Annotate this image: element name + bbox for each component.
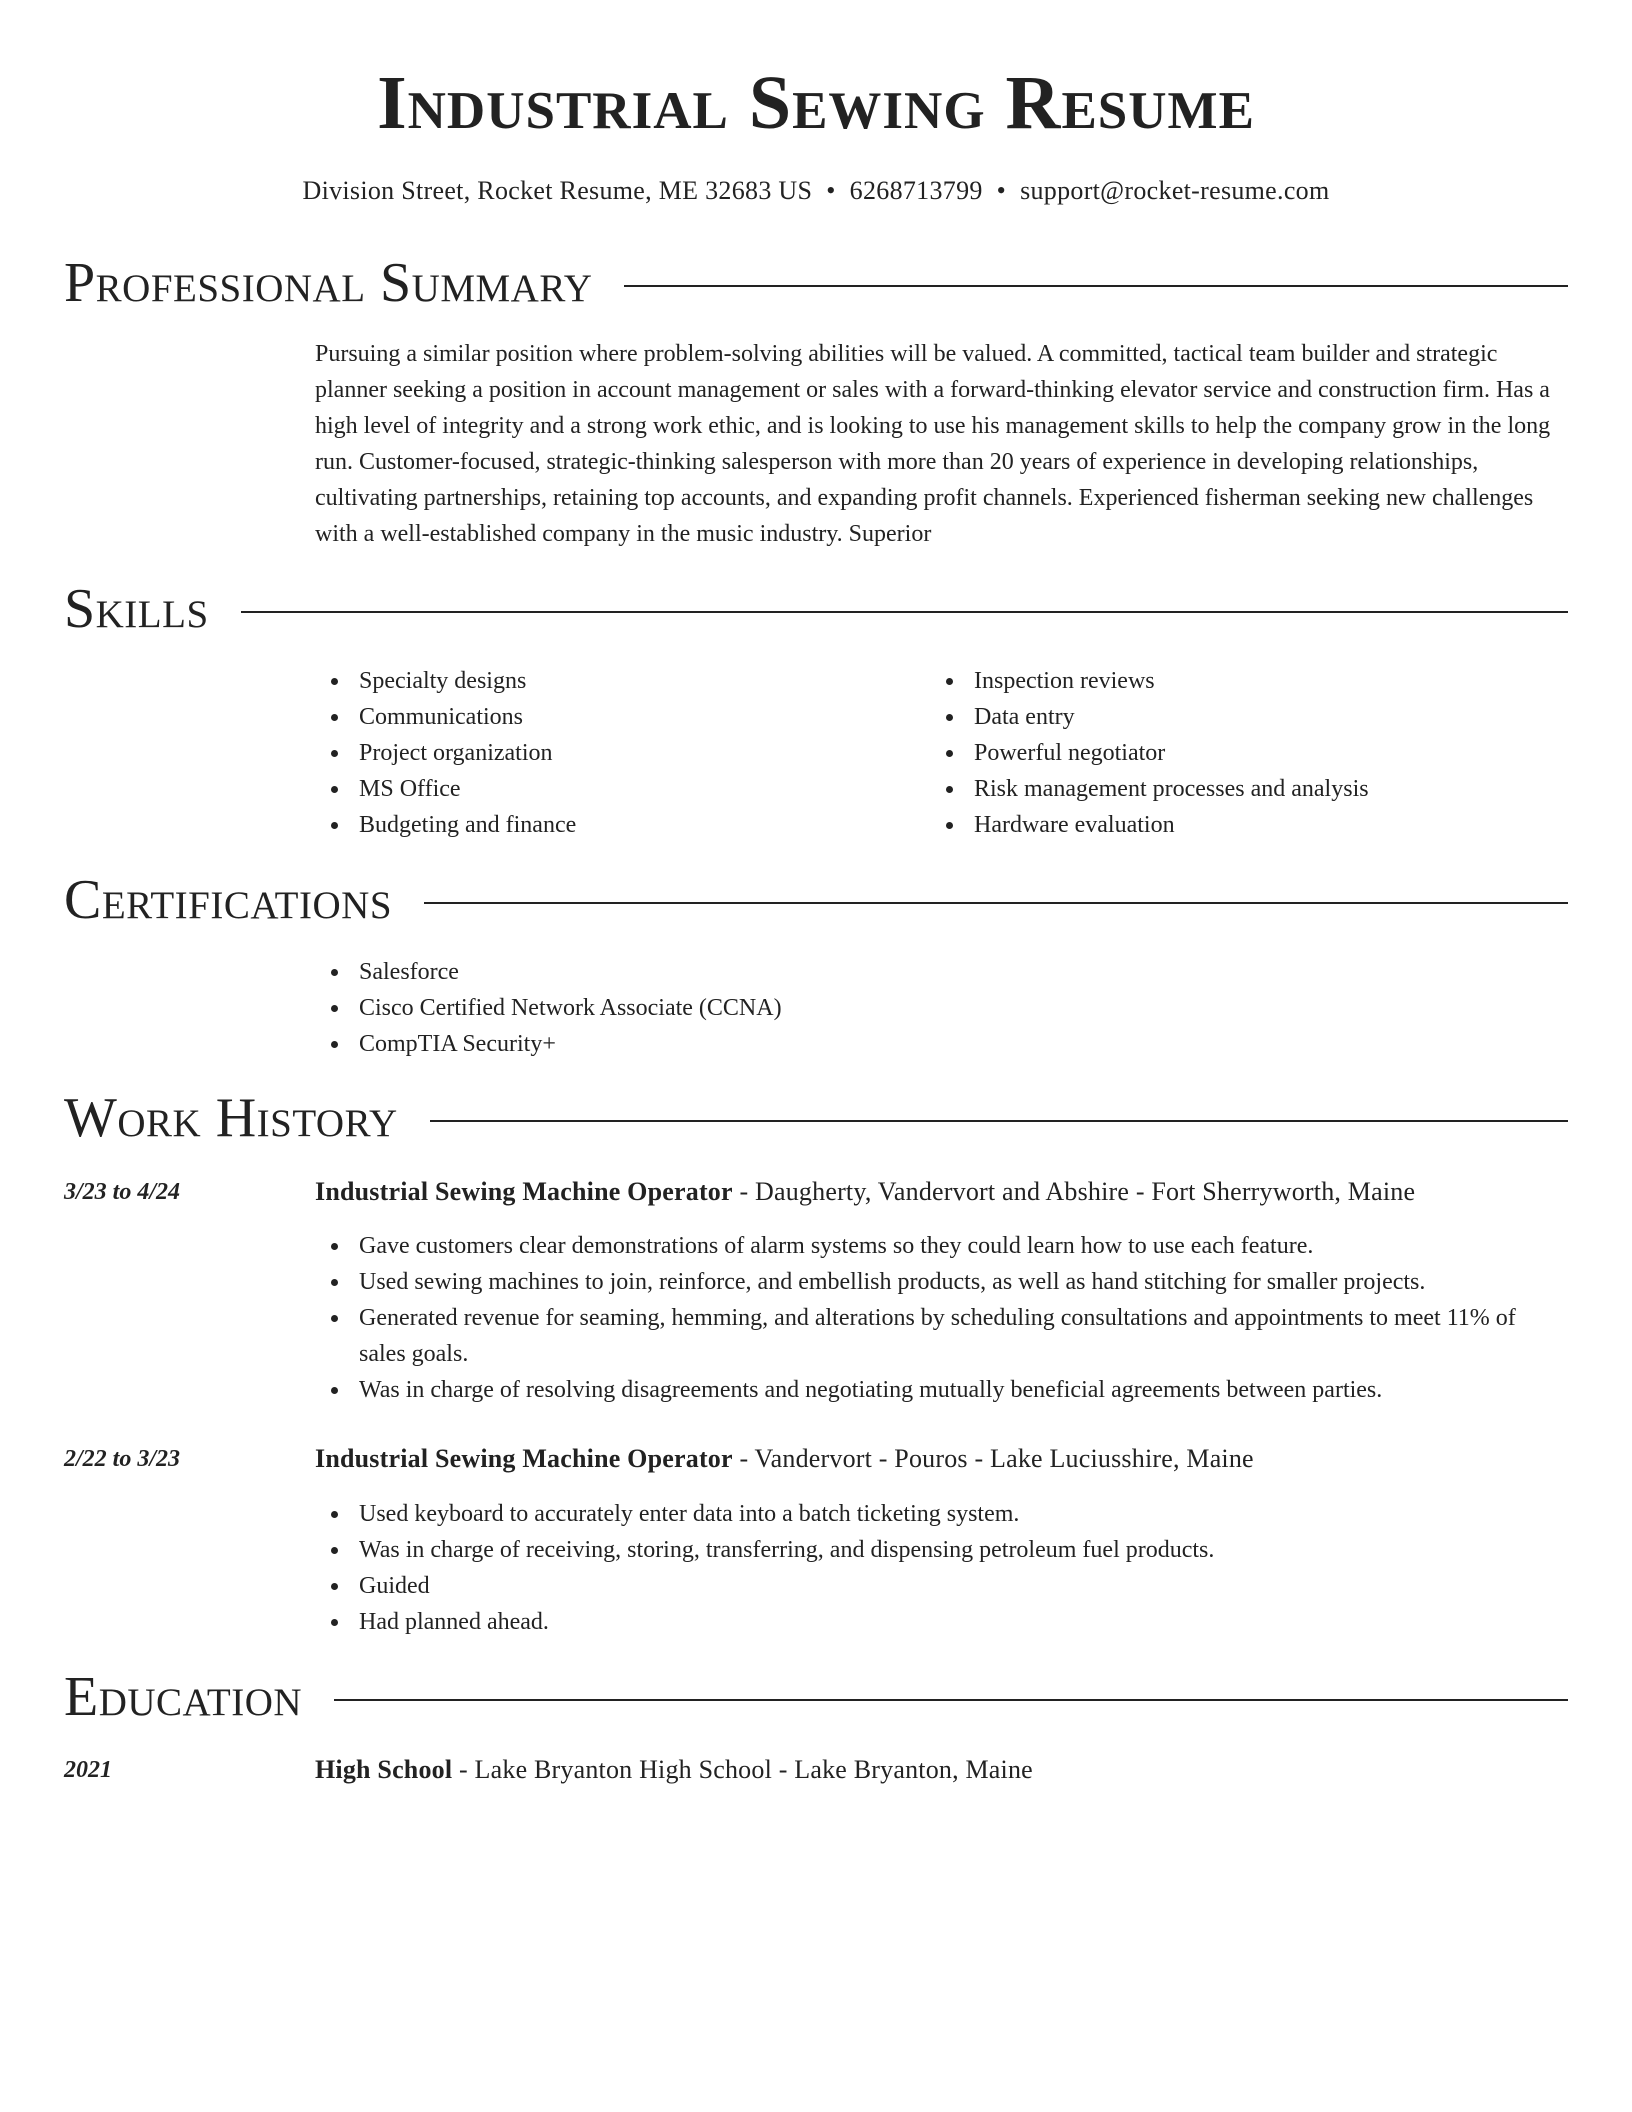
job-title: Industrial Sewing Machine Operator [315,1177,733,1206]
list-item: Project organization [315,735,915,771]
list-item: Gave customers clear demonstrations of alarm systems so they could learn how to use each feature. [315,1228,1568,1264]
job-dates: 2/22 to 3/23 [64,1446,181,1472]
job-employer: - Vandervort - Pouros - Lake Luciusshire, Maine [732,1444,1254,1473]
list-item: Cisco Certified Network Associate (CCNA) [315,990,1568,1026]
list-item: Powerful negotiator [930,735,1530,771]
email: support@rocket-resume.com [1020,176,1330,205]
work-heading: Work History [64,1087,398,1149]
section-divider [424,902,1568,904]
skills-left-list [315,663,915,843]
skills-right-column [930,663,1530,843]
list-item: Inspection reviews [930,663,1530,699]
summary-heading: Professional Summary [64,252,593,314]
list-item: Salesforce [315,954,1568,990]
list-item: Was in charge of resolving disagreements and negotiating mutually beneficial agreements between parties. [315,1372,1568,1408]
summary-text: Pursuing a similar position where problem-solving abilities will be valued. A committed, tactical team builder and strategic planner seeking a position in account management or sales with a forward-thinking elevator service and construction firm. Has a high level of integrity and a strong work ethic, and is looking to use his management skills to help the company grow in the long run. Customer-focused, strategic-thinking salesperson with more than 20 years of experience in developing relationships, cultivating partnerships, retaining top accounts, and expanding profit channels. Experienced fisherman seeking new challenges with a well-established company in the music industry. Superior [315,341,1551,547]
job-bullets [315,1228,1568,1408]
job-dates: 3/23 to 4/24 [64,1179,181,1205]
contact-separator: • [826,176,836,205]
list-item: Budgeting and finance [315,807,915,843]
skills-left-column [315,663,915,843]
list-item: Data entry [930,699,1530,735]
job-bullets-container [315,1228,1568,1408]
list-item: Used sewing machines to join, reinforce, and embellish products, as well as hand stitching for smaller projects. [315,1264,1568,1300]
list-item: MS Office [315,771,915,807]
education-year: 2021 [64,1757,112,1783]
skills-section-header [64,576,1568,642]
resume-title: Industrial Sewing Resume [377,61,1255,145]
job-title: Industrial Sewing Machine Operator [315,1444,733,1473]
contact-separator: • [996,176,1007,205]
skills-right-list [930,663,1530,843]
list-item: Risk management processes and analysis [930,771,1530,807]
job-title-line [315,1174,1568,1210]
work-section-header [64,1085,1568,1151]
list-item: Communications [315,699,915,735]
section-divider [430,1120,1568,1122]
section-divider [241,611,1568,613]
summary-section-header [64,250,1568,316]
list-item: Hardware evaluation [930,807,1530,843]
section-divider [624,285,1568,287]
contact-line [64,173,1568,209]
phone: 6268713799 [849,176,983,205]
education-section-header [64,1664,1568,1730]
list-item: Guided [315,1568,1568,1604]
certifications-heading: Certifications [64,869,393,931]
list-item: CompTIA Security+ [315,1026,1568,1062]
education-degree: High School [315,1755,453,1784]
certifications-list [315,954,1568,1062]
list-item: Had planned ahead. [315,1604,1568,1640]
education-line [315,1752,1568,1788]
list-item: Generated revenue for seaming, hemming, and alterations by scheduling consultations and appointments to meet 11% of sales goals. [315,1300,1568,1372]
section-divider [334,1699,1568,1701]
skills-heading: Skills [64,578,209,640]
list-item: Used keyboard to accurately enter data into a batch ticketing system. [315,1496,1568,1532]
address: Division Street, Rocket Resume, ME 32683 US [302,176,813,205]
job-bullets [315,1496,1568,1640]
job-employer: - Daugherty, Vandervort and Abshire - Fort Sherryworth, Maine [732,1177,1416,1206]
certifications-section-header [64,867,1568,933]
job-bullets-container [315,1496,1568,1640]
education-heading: Education [64,1666,303,1728]
education-school: - Lake Bryanton High School - Lake Bryanton, Maine [452,1755,1033,1784]
certifications-list-container [315,954,1568,1062]
list-item: Specialty designs [315,663,915,699]
list-item: Was in charge of receiving, storing, transferring, and dispensing petroleum fuel products. [315,1532,1568,1568]
job-title-line [315,1441,1568,1477]
